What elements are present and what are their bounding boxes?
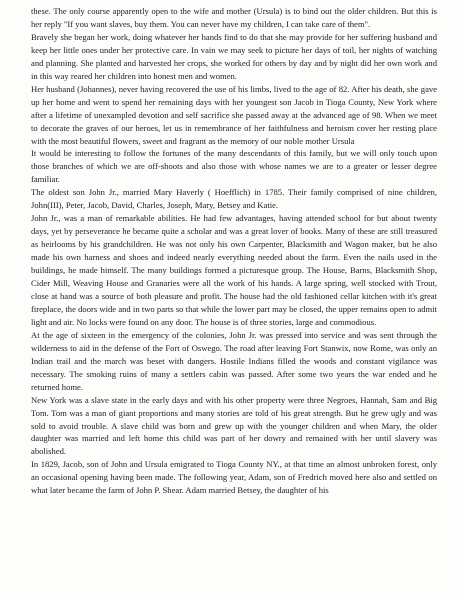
paragraph-john-jr-abilities: John Jr., was a man of remarkable abilities. He had few advantages, having attended school for but about twenty days, yet by perseverance he became quite a scholar and was a great lover of books. Many of these are still treasured as heirlooms by his grandchildren. He was not only his own Carpenter, Blacksmith and Wagon maker, but he also made his own harness and shoes and indeed nearly everything needed about the farm. Even the nails used in the buildings, he made himself. The many buildings formed a picturesque group. The House, Barns, Blacksmith Shop, Cider Mill, Weaving House and Granaries were all the work of his hands. A large spring, well stocked with Trout, close at hand was a source of both pleasure and profit. The house had the old fashioned cellar kitchen with it's great fireplace, the doors wide and in two parts so that while the lower part may be closed, the upper remains open to admit light and air. No locks were found on any door. The house is of three stories, large and commodious.: [31, 213, 437, 327]
paragraph-oswego-service: At the age of sixteen in the emergency of the colonies, John Jr. was pressed into service and was sent through the wilderness to aid in the defense of the Fort of Oswego. The road after leaving Fort Stanwix, now Rome, was only an Indian trail and the march was beset with dangers. Hostile Indians filled the woods and constant vigilance was necessary. The smoking ruins of many a settlers cabin was passed. After some two years the war ended and he returned home.: [31, 329, 437, 392]
paragraph-ursula-reply: these. The only course apparently open to the wife and mother (Ursula) is to bind out the older children. But this is her reply "If you want slaves, buy them. You can never have my children, I can take care of them".: [31, 6, 437, 29]
paragraph-descendants: It would be interesting to follow the fortunes of the many descendants of this family, but we will only touch upon those branches of which we are off-shoots and also those with whose names we are to a greater or lesser degree familiar.: [31, 148, 437, 185]
paragraph-johannes-death: Her husband (Johannes), never having recovered the use of his limbs, lived to the age of 82. After his death, she gave up her home and went to spend her remaining days with her youngest son Jacob in Tioga County, New York where after a lifetime of unexampled devotion and self sacrifice she passed away at the advanced age of 98. When we meet to decorate the graves of our heroes, let us in remembrance of her faithfulness and heroism cover her resting place with the most beautiful flowers, sweet and fragrant as the memory of our noble mother Ursula: [31, 83, 437, 146]
paragraph-ursula-work: Bravely she began her work, doing whatever her hands find to do that she may provide for her suffering husband and keep her little ones under her protective care. In vain we may seek to picture her days of toil, her nights of watching and planning. She planted and harvested her crops, she worked for others by day and by night did her own work and in this way reared her children into honest men and women.: [31, 31, 437, 81]
paragraph-john-jr-marriage: The oldest son John Jr., married Mary Haverly ( Hoefflich) in 1785. Their family comprised of nine children, John(III), Peter, Jacob, David, Charles, Joseph, Mary, Betsey and Katie.: [31, 187, 437, 211]
paragraph-slavery: New York was a slave state in the early days and with his other property were three Negroes, Hannah, Sam and Big Tom. Tom was a man of giant proportions and many stories are told of his great strength. But he grew ugly and was sold to avoid trouble. A slave child was born and grew up with the younger children and when Mary, the older daughter was married and left home this child was part of her dowry and remained with her until slavery was abolished.: [31, 394, 437, 457]
paragraph-tioga-emigration: In 1829, Jacob, son of John and Ursula emigrated to Tioga County NY., at that time an almost unbroken forest, only an occasional opening having been made. The following year, Adam, son of Fredrich moved here also and settled on what later became the farm of John P. Shear. Adam married Betsey, the daughter of his: [31, 459, 437, 496]
